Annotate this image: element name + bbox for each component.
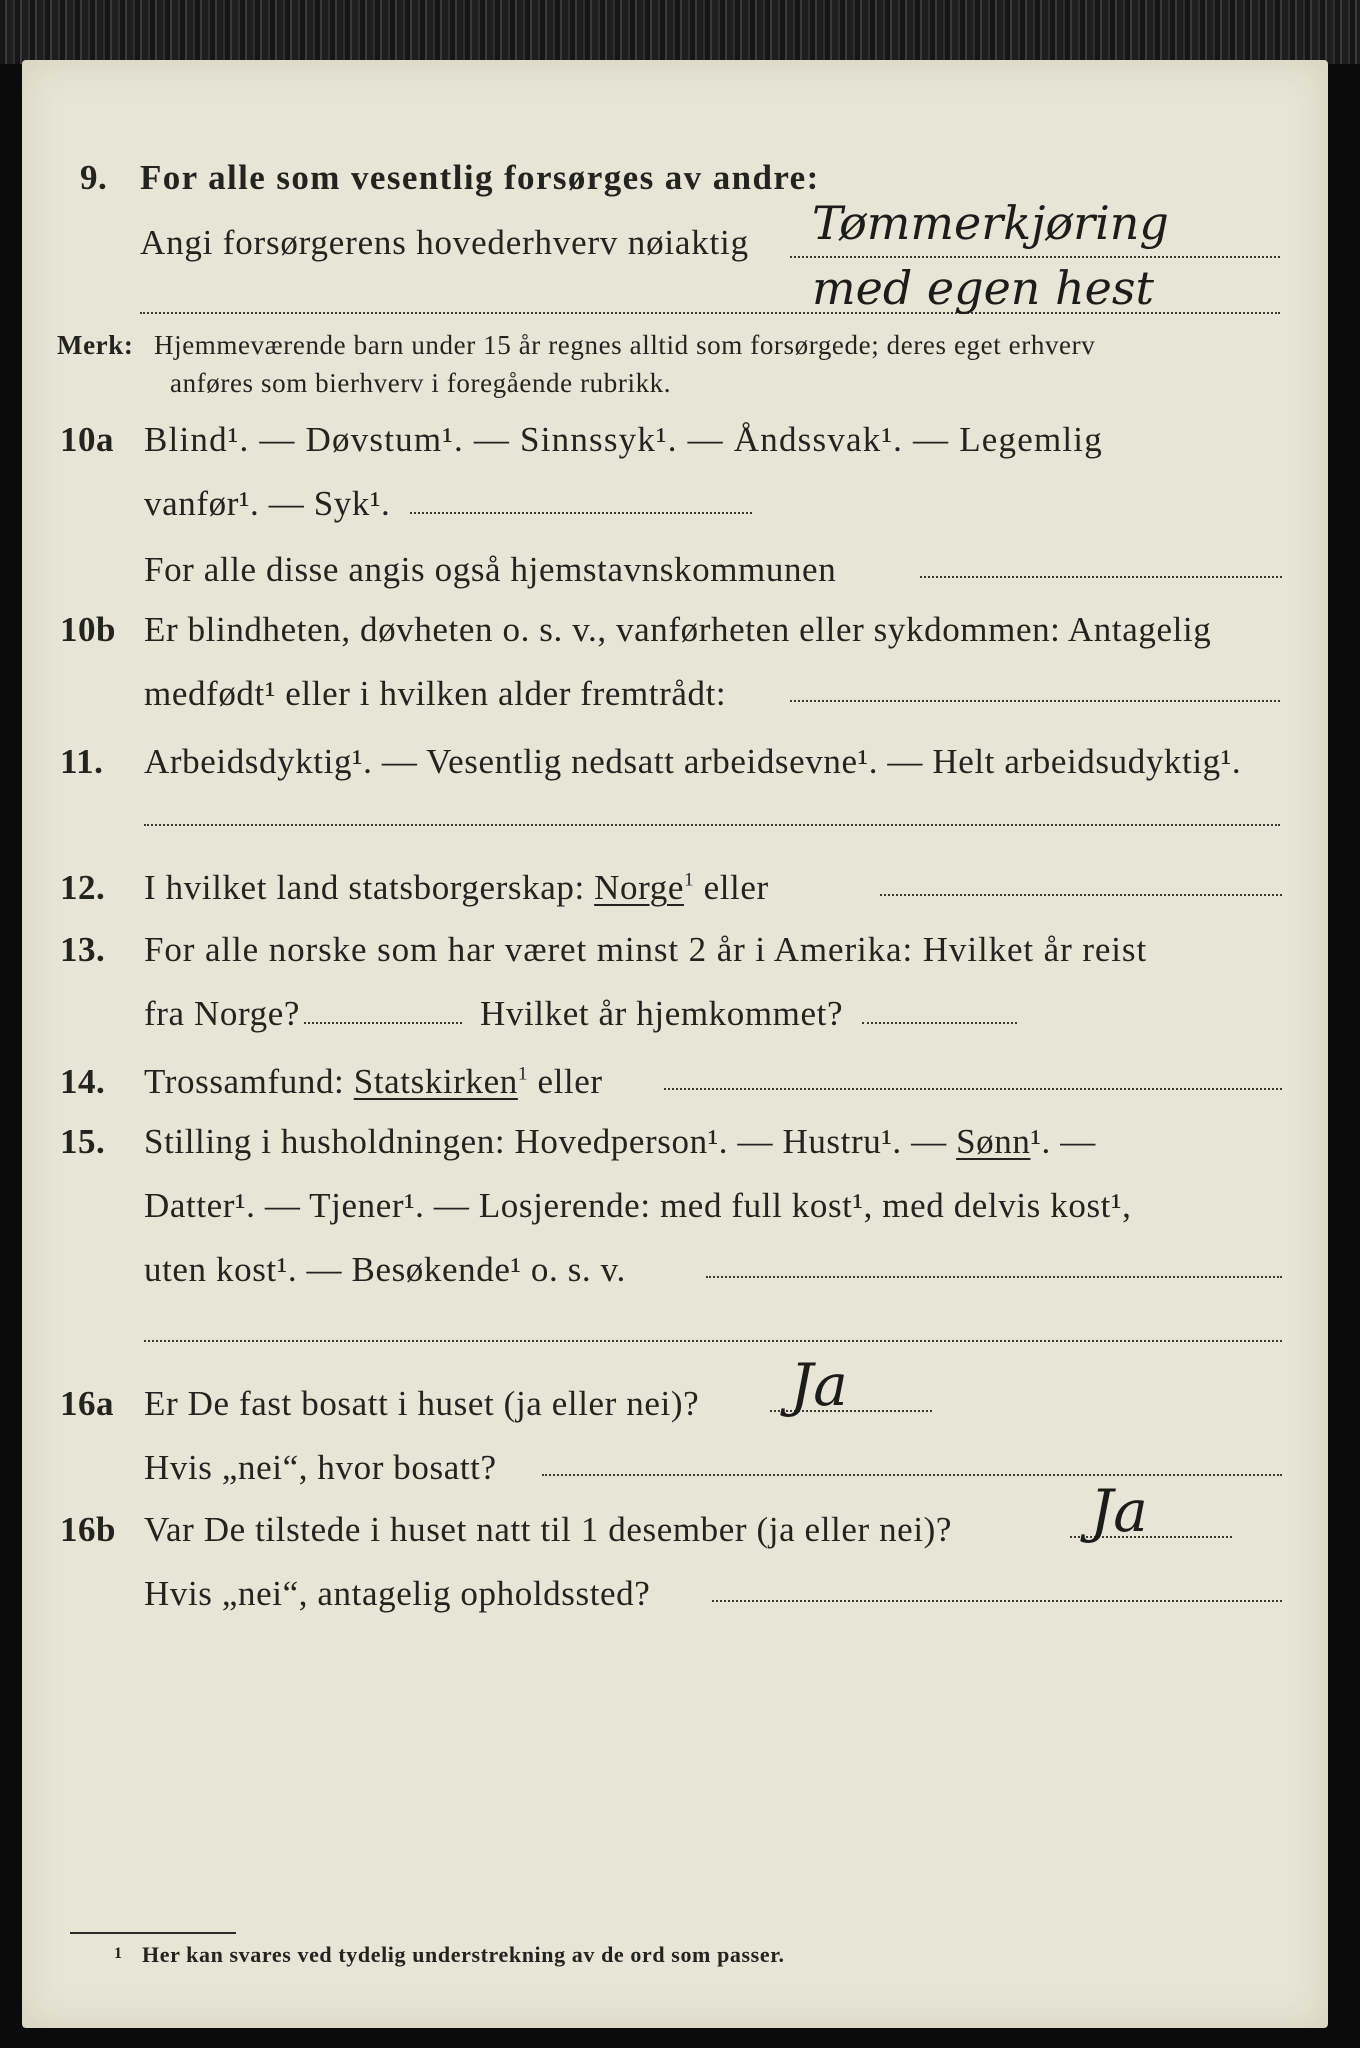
q10b-question-2: medfødt¹ eller i hvilken alder fremtrådt: [144,674,727,713]
q12-prompt: I hvilket land statsborgerskap: [144,868,585,907]
footnote-text: Her kan svares ved tydelig understrekning av de ord som passer. [142,1942,785,1967]
q15-number: 15. [60,1122,106,1161]
q16a-number: 16a [60,1384,114,1423]
q14-question [144,1064,603,1099]
q16b-question: Var De tilstede i huset natt til 1 desember (ja eller nei)? [144,1510,953,1549]
q11-answer-line [144,824,1280,826]
q15-underlined-sonn: Sønn [956,1122,1031,1161]
q13-return-prompt: Hvilket år hjemkommet? [480,994,844,1033]
q10a-answer-line [410,512,752,514]
q13-year-left-line [304,1022,462,1024]
q14-prompt: Trossamfund: [144,1062,345,1101]
q15-options-suffix: ¹. — [1030,1122,1096,1161]
merk-label: Merk: [57,330,134,360]
q15-options-prefix: Stilling i husholdningen: Hovedperson¹. — Hustru¹. — [144,1122,947,1161]
q10b-answer-line [790,700,1280,702]
q13-year-return-line [862,1022,1017,1024]
q15-options-1 [144,1124,1096,1159]
q14-answer-line [664,1088,1282,1090]
q15-answer-line [706,1276,1282,1278]
q16b-followup: Hvis „nei“, antagelig opholdssted? [144,1574,651,1613]
q10a-municipality-line [920,576,1282,578]
q11-options: Arbeidsdyktig¹. — Vesentlig nedsatt arbeidsevne¹. — Helt arbeidsudyktig¹. [144,742,1242,781]
q13-number: 13. [60,930,106,969]
q9-heading: For alle som vesentlig forsørges av andre: [140,158,820,197]
q15-options-3: uten kost¹. — Besøkende¹ o. s. v. [144,1250,626,1289]
q9-prompt: Angi forsørgerens hovederhverv nøiaktig [140,223,749,262]
merk-text-2: anføres som bierhverv i foregående rubrikk. [170,368,672,398]
q14-number: 14. [60,1062,106,1101]
q10b-number: 10b [60,610,116,649]
q12-answer-line [880,894,1282,896]
q12-underlined-norge: Norge [594,868,684,907]
q14-footnote-mark: 1 [517,1063,529,1085]
q15-answer-line-2 [144,1340,1282,1342]
q10a-number: 10a [60,420,114,459]
q16b-handwritten-answer: Ja [1090,1477,1148,1545]
q14-eller: eller [537,1062,603,1101]
q9-answer-line-1 [790,256,1280,258]
q14-underlined-statskirken: Statskirken [353,1062,518,1101]
scan-edge-strip [0,0,1360,64]
q10a-options: Blind¹. — Døvstum¹. — Sinnssyk¹. — Åndssvak¹. — Legemlig [144,420,1103,459]
q16b-number: 16b [60,1510,116,1549]
q9-handwritten-answer-2: med egen hest [812,261,1154,315]
q16a-followup-line [542,1474,1282,1476]
q10a-options-2: vanfør¹. — Syk¹. [144,484,391,523]
q9-number: 9. [80,158,108,197]
q13-left-prompt: fra Norge? [144,994,300,1033]
q16a-question: Er De fast bosatt i huset (ja eller nei)? [144,1384,700,1423]
q10b-question: Er blindheten, døvheten o. s. v., vanførheten eller sykdommen: Antagelig [144,610,1212,649]
q13-question: For alle norske som har været minst 2 år i Amerika: Hvilket år reist [144,930,1148,969]
q16a-followup: Hvis „nei“, hvor bosatt? [144,1448,497,1487]
q15-options-2: Datter¹. — Tjener¹. — Losjerende: med full kost¹, med delvis kost¹, [144,1186,1132,1225]
q12-question [144,870,769,905]
q11-number: 11. [60,742,104,781]
q12-footnote-mark: 1 [684,869,695,891]
q16a-handwritten-answer: Ja [790,1351,848,1419]
footnote-mark: 1 [114,1945,123,1962]
q12-number: 12. [60,868,106,907]
footnote-rule [70,1932,236,1934]
q9-handwritten-answer-1: Tømmerkjøring [812,196,1169,250]
q16b-followup-line [712,1600,1282,1602]
q12-eller: eller [703,868,769,907]
census-form-page [22,60,1328,2028]
q10a-municipality-prompt: For alle disse angis også hjemstavnskommunen [144,550,837,589]
merk-text-1: Hjemmeværende barn under 15 år regnes alltid som forsørgede; deres eget erhverv [154,330,1096,360]
